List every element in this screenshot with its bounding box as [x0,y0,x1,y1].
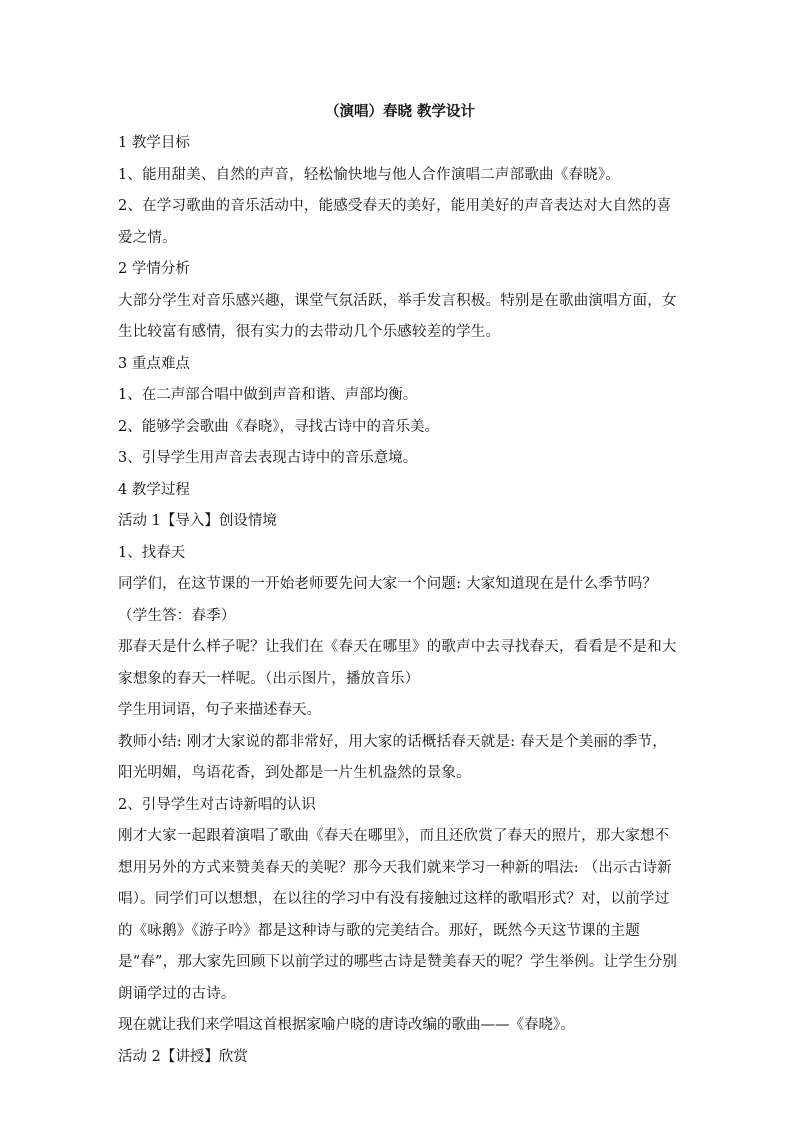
process-paragraph: 刚才大家一起跟着演唱了歌曲《春天在哪里》，而且还欣赏了春天的照片，那大家想不想用另外的方式来赞美春天的美呢？那今天我们就来学习一种新的唱法: （出示古诗新唱）。同学们可以想想，在以往的学习中有没有接触过这样的歌唱形式？对，以前学过的《咏鹅》《游子吟》都是这种诗与歌的完美结合。那好，既然今天这节课的主题是“春”，那大家先回顾下以前学过的哪些古诗是赞美春天的呢？学生举例。让学生分别朗诵学过的古诗。 [118,828,678,1002]
objective-item-1: 1、能用甜美、自然的声音，轻松愉快地与他人合作演唱二声部歌曲《春晓》。 [118,166,620,183]
key-point-item-1: 1、在二声部合唱中做到声音和谐、声部均衡。 [118,387,418,403]
process-paragraph: 同学们，在这节课的一开始老师要先问大家一个问题: 大家知道现在是什么季节吗？（学生答：春季） [118,576,658,624]
key-point-item-2: 2、能够学会歌曲《春晓》，寻找古诗中的音乐美。 [118,418,439,435]
section-heading-analysis: 2 学情分析 [118,261,190,277]
key-point-item-3: 3、引导学生用声音去表现古诗中的音乐意境。 [118,450,418,466]
step-heading-find-spring: 1、找春天 [118,544,186,561]
step-heading-new-singing: 2、引导学生对古诗新唱的认识 [118,796,316,813]
activity-heading-1: 活动 1【导入】创设情境 [118,513,277,529]
document-page [118,96,678,1073]
section-heading-process: 4 教学过程 [118,481,190,498]
process-paragraph: 现在就让我们来学唱这首根据家喻户晓的唐诗改编的歌曲——《春晓》。 [118,1017,575,1033]
teacher-summary-paragraph: 教师小结: 刚才大家说的都非常好，用大家的话概括春天就是: 春天是个美丽的季节，阳光明媚，鸟语花香，到处都是一片生机盎然的景象。 [118,733,667,781]
activity-heading-2: 活动 2【讲授】欣赏 [118,1048,248,1065]
document-title: （演唱）春晓 教学设计 [324,103,476,120]
analysis-paragraph: 大部分学生对音乐感兴趣，课堂气氛活跃，举手发言积极。特别是在歌曲演唱方面，女生比较富有感情，很有实力的去带动几个乐感较差的学生。 [118,292,677,340]
section-heading-key-points: 3 重点难点 [118,355,190,372]
section-heading-objectives: 1 教学目标 [118,135,190,151]
process-paragraph: 那春天是什么样子呢？让我们在《春天在哪里》的歌声中去寻找春天，看看是不是和大家想象的春天一样呢。（出示图片，播放音乐） [118,639,677,687]
objective-item-2: 2、在学习歌曲的音乐活动中，能感受春天的美好，能用美好的声音表达对大自然的喜爱之情。 [118,198,672,246]
process-paragraph: 学生用词语，句子来描述春天。 [118,702,321,718]
